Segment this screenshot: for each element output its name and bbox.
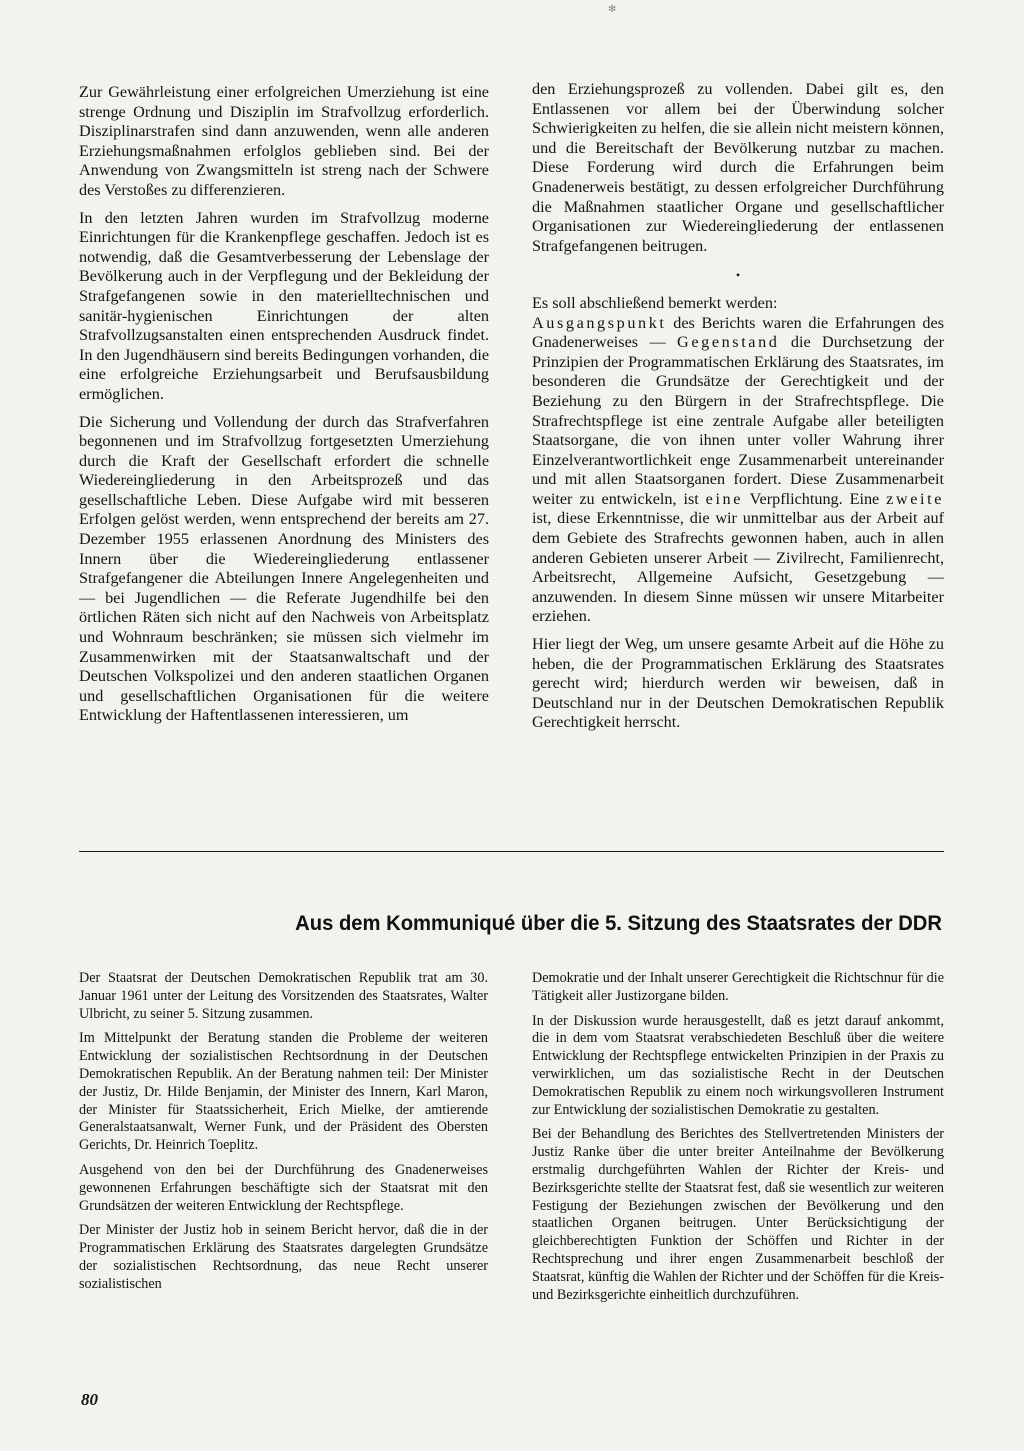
paragraph: Hier liegt der Weg, um unsere gesamte Arbeit auf die Höhe zu heben, die der Programmatischen Erklärung des Staatsrates gerecht wird; hierdurch werden wir beweisen, daß in Deutschland nur in der Deutschen Demokratischen Republik Gerechtigkeit herrscht. — [532, 635, 944, 732]
section-separator-dot: • — [735, 268, 741, 283]
paragraph: In der Diskussion wurde herausgestellt, daß es jetzt darauf ankommt, die in dem vom Staatsrat verabschiedeten Beschluß über die weitere Entwicklung der Rechtspflege entwickelten Prinzipien in der Praxis zu verwirklichen, um das sozialistische Recht in der Deutschen Demokratischen Republik zu einem noch wirkungsvolleren Instrument zur Entwicklung der sozialistischen Demokratie zu gestalten. — [532, 1012, 944, 1118]
paragraph: Der Minister der Justiz hob in seinem Bericht hervor, daß die in der Programmatischen Erklärung des Staatsrates dargelegten Grundsätze der sozialistischen Rechtsordnung, das neue Recht unserer sozialistischen — [79, 1222, 488, 1292]
article-right-column — [532, 970, 944, 1311]
text-run: die Durchsetzung der Prinzipien der Programmatischen Erklärung des Staatsrates, im besonderen die Grundsätze der Gerechtigkeit und der Beziehung zu den Bürgern in der Strafrechtspflege. Die Strafrechtspflege ist eine zentrale Aufgabe aller beteiligten Staatsorgane, die von ihnen unter voller Wahrung ihrer Einzelverantwortlichkeit enge Zusammenarbeit untereinander und mit allen Staatsorganen fordert. Diese Zusammenarbeit weiter zu entwickeln, ist — [532, 333, 944, 508]
text-run: Verpflichtung. Eine — [743, 489, 887, 508]
top-left-column — [79, 83, 489, 734]
paragraph: Ausgehend von den bei der Durchführung des Gnadenerweises gewonnenen Erfahrungen beschäftigte sich der Staatsrat mit den Grundsätzen der weiteren Entwicklung der Rechtspflege. — [79, 1161, 488, 1214]
spaced-term: zweite — [886, 489, 944, 508]
paragraph: Zur Gewährleistung einer erfolgreichen Umerziehung ist eine strenge Ordnung und Disziplin im Strafvollzug erforderlich. Disziplinarstrafen sind dann anzuwenden, wenn alle anderen Erziehungsmaßnahmen erfolglos geblieben sind. Bei der Anwendung von Zwangsmitteln ist streng nach der Schwere des Verstoßes zu differenzieren. — [79, 83, 489, 199]
paragraph — [532, 314, 944, 628]
text-run: des Berichts waren die Erfahrungen des Gnadenerweises — — [532, 313, 944, 352]
article-headline: Aus dem Kommuniqué über die 5. Sitzung des Staatsrates der DDR — [295, 911, 942, 935]
spaced-term: Ausgangspunkt — [532, 313, 667, 332]
page-number: 80 — [81, 1390, 98, 1409]
paragraph: Im Mittelpunkt der Beratung standen die Probleme der weiteren Entwicklung der sozialistischen Rechtsordnung in der Deutschen Demokratischen Republik. An der Beratung nahmen teil: Der Minister der Justiz, Dr. Hilde Benjamin, der Minister des Innern, Karl Maron, der Minister für Staatssicherheit, Erich Mielke, der amtierende Generalstaatsanwalt, Werner Funk, und der Präsident des Obersten Gerichts, Dr. Heinrich Toeplitz. — [79, 1030, 488, 1154]
paragraph: Der Staatsrat der Deutschen Demokratischen Republik trat am 30. Januar 1961 unter der Leitung des Vorsitzenden des Staatsrates, Walter Ulbricht, zu seiner 5. Sitzung zusammen. — [79, 970, 488, 1022]
text-run: Es soll abschließend bemerkt werden: — [532, 293, 778, 312]
paragraph: den Erziehungsprozeß zu vollenden. Dabei gilt es, den Entlassenen vor allem bei der Überwindung solcher Schwierigkeiten zu helfen, die sie allein nicht meistern können, und die Bereitschaft der Bevölkerung nutzbar zu machen. Diese Forderung wird durch die Erfahrungen beim Gnadenerweis bestätigt, zu dessen erfolgreicher Durchführung die Maßnahmen staatlicher Organe und gesellschaftlicher Organisationen zur Wiedereingliederung der entlassenen Strafgefangenen beitrugen. — [532, 80, 944, 255]
spaced-term: Gegenstand — [677, 333, 780, 352]
print-speck-mark: ✻ — [608, 4, 617, 15]
paragraph: In den letzten Jahren wurden im Strafvollzug moderne Einrichtungen für die Krankenpflege geschaffen. Jedoch ist es notwendig, daß die Gesamtverbesserung der Lebenslage der Bevölkerung auch in der Verpflegung und der Bekleidung der Strafgefangenen sowie in den materielltechnischen und sanitär-hygienischen Einrichtungen der alten Strafvollzugsanstalten einen entsprechenden Ausdruck findet. In den Jugendhäusern sind bereits Bedingungen vorhanden, die eine erfolgreiche Erziehungsarbeit und Berufsausbildung ermöglichen. — [79, 208, 489, 403]
article-left-column — [79, 970, 488, 1301]
top-right-column — [532, 80, 944, 741]
text-run: ist, diese Erkenntnisse, die wir unmittelbar aus der Arbeit auf dem Gebiete des Strafrechts gewonnen haben, auch in allen anderen Gebieten unserer Arbeit — Zivilrecht, Familienrecht, Arbeitsrecht, Allgemeine Aufsicht, Gesetzgebung — anzuwenden. In diesem Sinne müssen wir unsere Mitarbeiter erziehen. — [532, 509, 944, 626]
paragraph: Demokratie und der Inhalt unserer Gerechtigkeit die Richtschnur für die Tätigkeit aller Justizorgane bilden. — [532, 970, 944, 1004]
paragraph — [532, 294, 944, 314]
paragraph: Die Sicherung und Vollendung der durch das Strafverfahren begonnenen und im Strafvollzug fortgesetzten Umerziehung durch die Kraft der Gesellschaft erfordert die schnelle Wiedereingliederung in den Arbeitsprozeß und das gesellschaftliche Leben. Diese Aufgabe wird mit besseren Erfolgen gelöst werden, wenn entsprechend der bereits am 27. Dezember 1955 erlassenen Anordnung des Ministers des Innern über die Wiedereingliederung entlassener Strafgefangener die Abteilungen Innere Angelegenheiten und — bei Jugendlichen — die Referate Jugendhilfe bei den örtlichen Räten sich nicht auf den Nachweis von Arbeitsplatz und Wohnraum beschränken; sie müssen sich vielmehr im Zusammenwirken mit der Staatsanwaltschaft und der Deutschen Volkspolizei und den anderen staatlichen Organen und gesellschaftlichen Organisationen für die weitere Entwicklung der Haftentlassenen interessieren, um — [79, 412, 489, 725]
spaced-term: eine — [705, 489, 744, 508]
paragraph: Bei der Behandlung des Berichtes des Stellvertretenden Ministers der Justiz Ranke über die unter breiter Anteilnahme der Bevölkerung erstmalig durchgeführten Wahlen der Richter der Kreis- und Bezirksgerichte stellte der Staatsrat fest, daß sie wesentlich zur weiteren Festigung der Beziehungen zwischen der Bevölkerung und den staatlichen Organen beitrugen. Unter Berücksichtigung der gleichberechtigten Funktion der Schöffen und Richter in der Rechtsprechung und ihrer engen Zusammenarbeit beschloß der Staatsrat, künftig die Wahlen der Richter und der Schöffen für die Kreis- und Bezirksgerichte einheitlich durchzuführen. — [532, 1126, 945, 1303]
horizontal-divider — [79, 851, 944, 852]
